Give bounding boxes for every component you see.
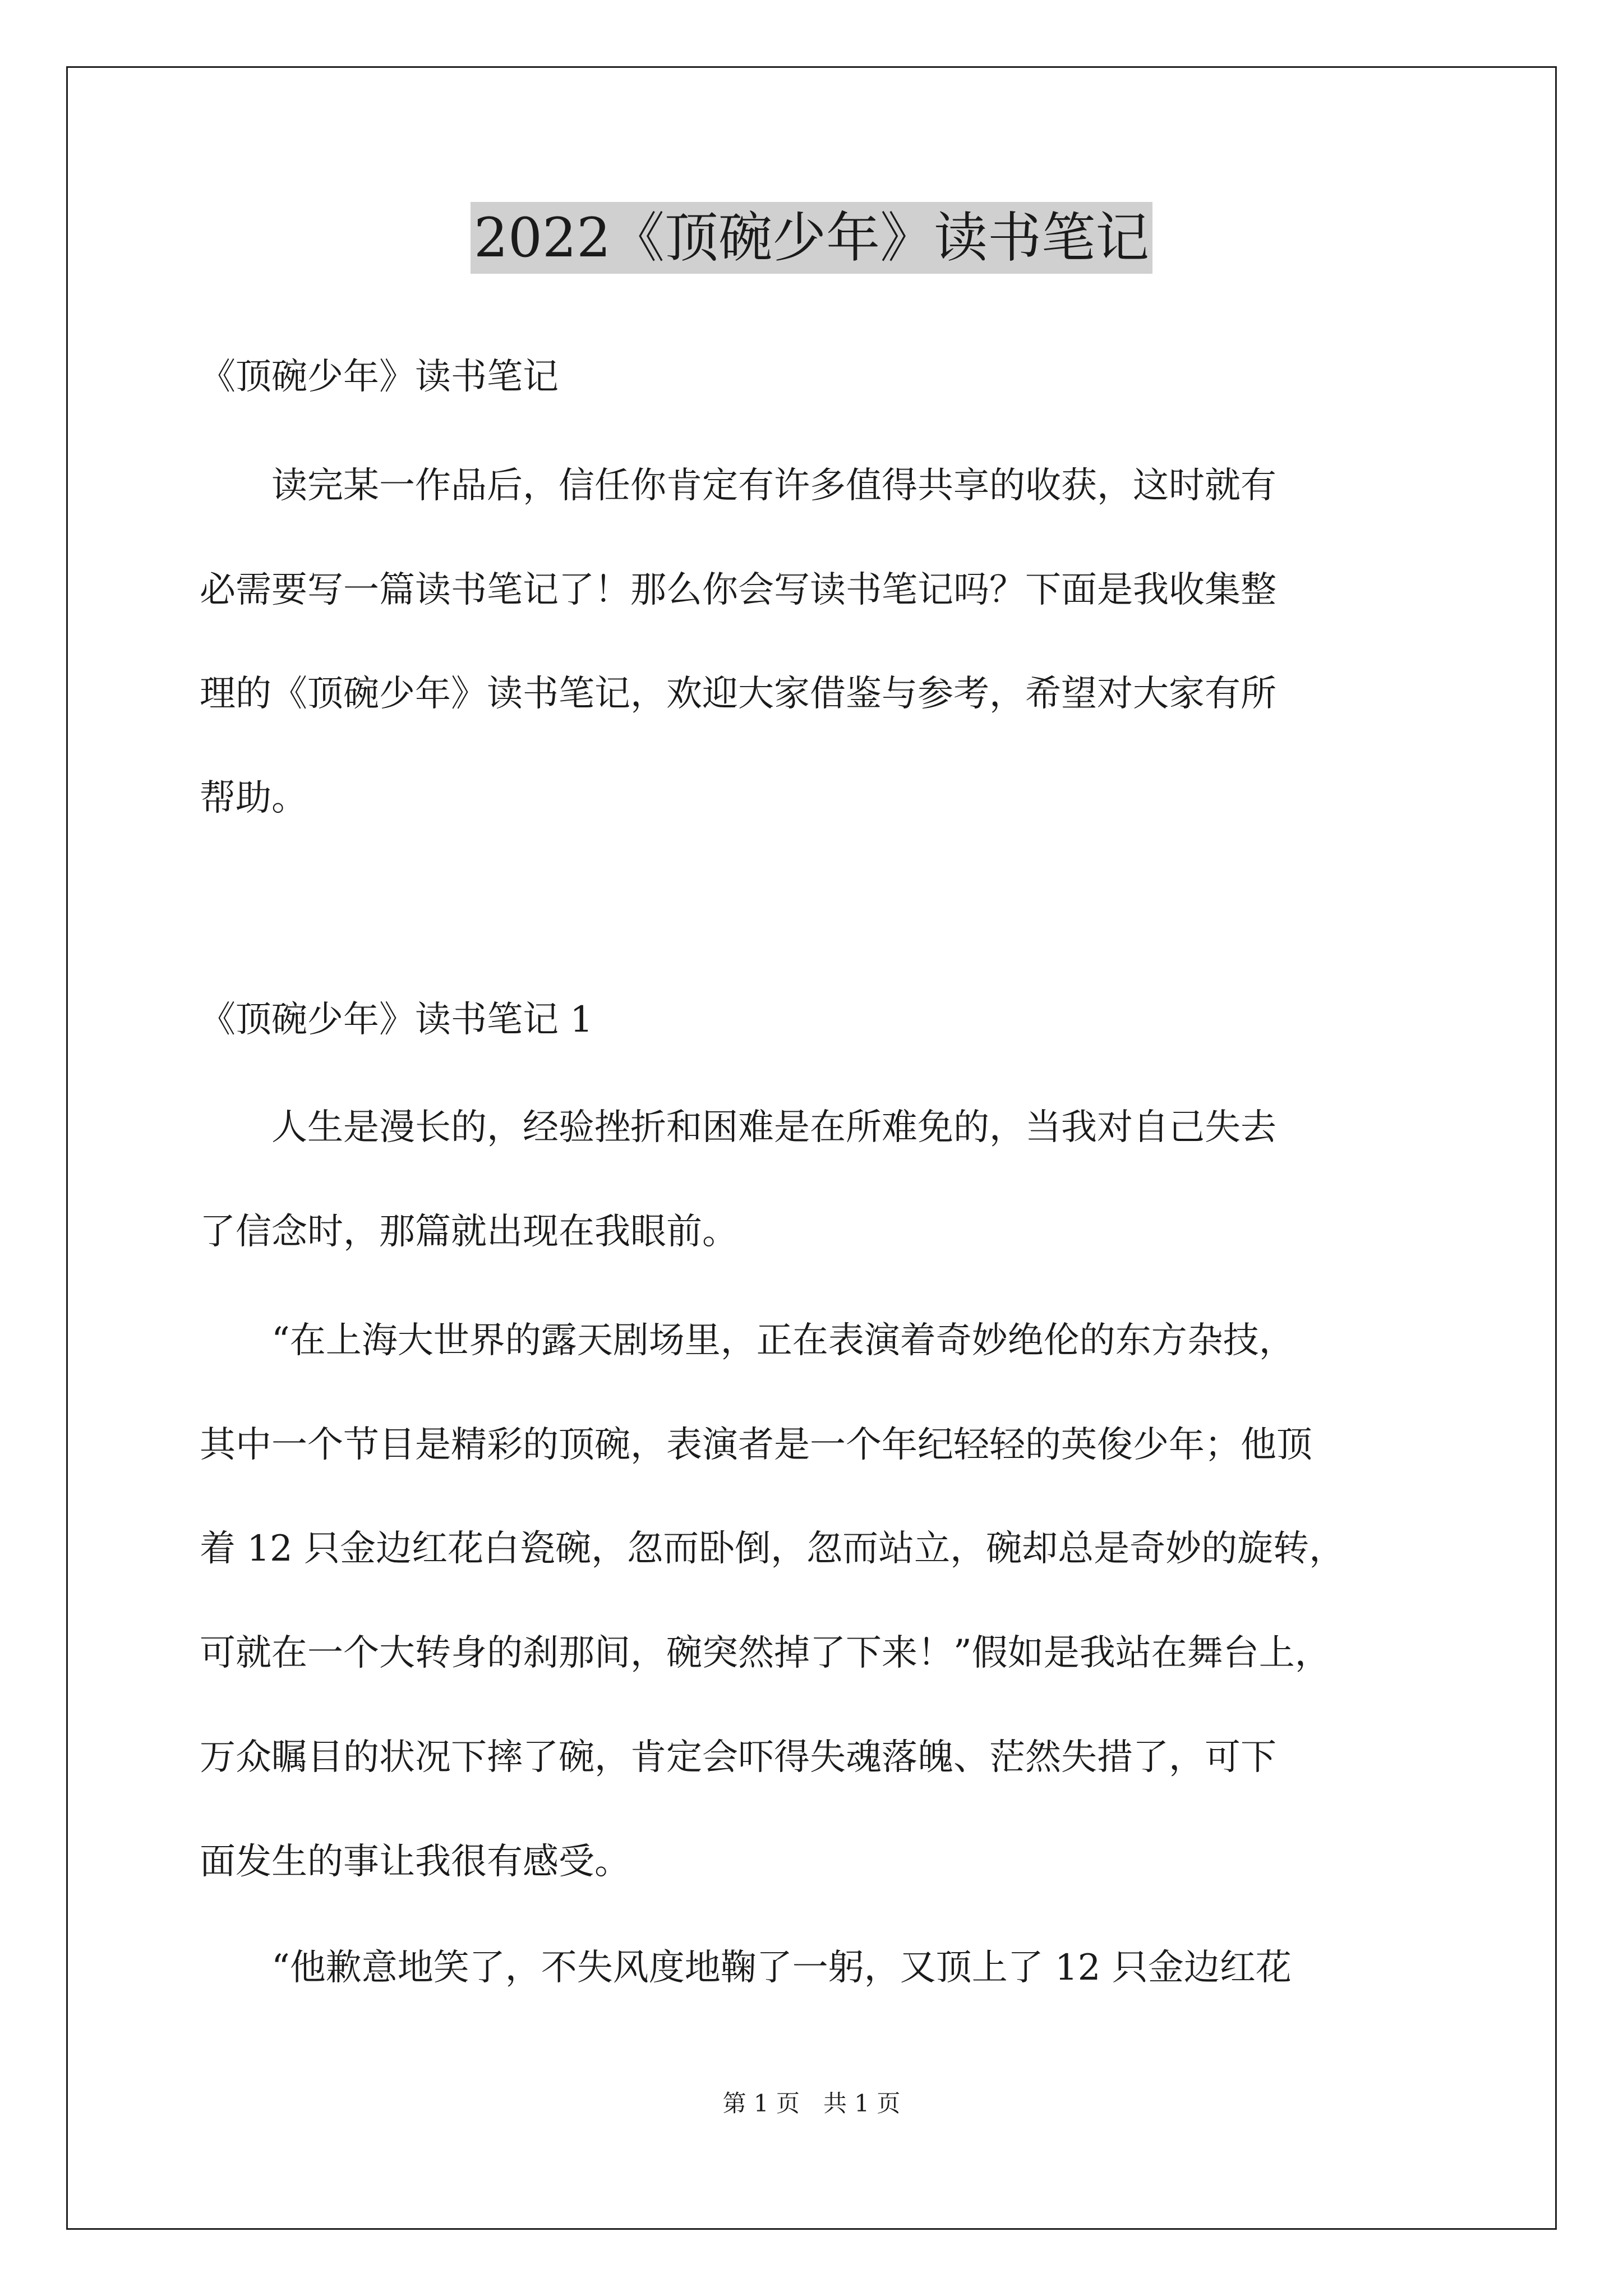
intro-line-1: 读完某一作品后，信任你肯定有许多值得共享的收获，这时就有 <box>200 465 1276 507</box>
page-footer: 第 1 页 共 1 页 <box>722 2090 901 2117</box>
intro-line-3: 理的《顶碗少年》读书笔记，欢迎大家借鉴与参考，希望对大家有所 <box>200 673 1276 715</box>
section-heading: 《顶碗少年》读书笔记 1 <box>200 999 593 1041</box>
title-container <box>0 202 1623 274</box>
intro-line-2: 必需要写一篇读书笔记了！那么你会写读书笔记吗？下面是我收集整 <box>200 569 1276 611</box>
intro-line-4: 帮助。 <box>200 777 307 819</box>
body-line-8: 面发生的事让我很有感受。 <box>200 1841 630 1883</box>
document-title: 2022《顶碗少年》读书笔记 <box>471 202 1152 274</box>
body-line-9: “他歉意地笑了，不失风度地鞠了一躬，又顶上了 12 只金边红花 <box>200 1947 1292 1989</box>
subtitle: 《顶碗少年》读书笔记 <box>200 356 559 398</box>
body-line-5: 着 12 只金边红花白瓷碗，忽而卧倒，忽而站立，碗却总是奇妙的旋转， <box>200 1528 1345 1570</box>
body-line-6: 可就在一个大转身的刹那间，碗突然掉了下来！”假如是我站在舞台上， <box>200 1632 1331 1674</box>
body-line-3: “在上海大世界的露天剧场里，正在表演着奇妙绝伦的东方杂技， <box>200 1320 1295 1361</box>
body-line-7: 万众瞩目的状况下摔了碗，肯定会吓得失魂落魄、茫然失措了，可下 <box>200 1737 1276 1778</box>
body-line-2: 了信念时，那篇就出现在我眼前。 <box>200 1211 738 1253</box>
body-line-4: 其中一个节目是精彩的顶碗，表演者是一个年纪轻轻的英俊少年；他顶 <box>200 1424 1312 1466</box>
body-line-1: 人生是漫长的，经验挫折和困难是在所难免的，当我对自己失去 <box>200 1107 1276 1148</box>
